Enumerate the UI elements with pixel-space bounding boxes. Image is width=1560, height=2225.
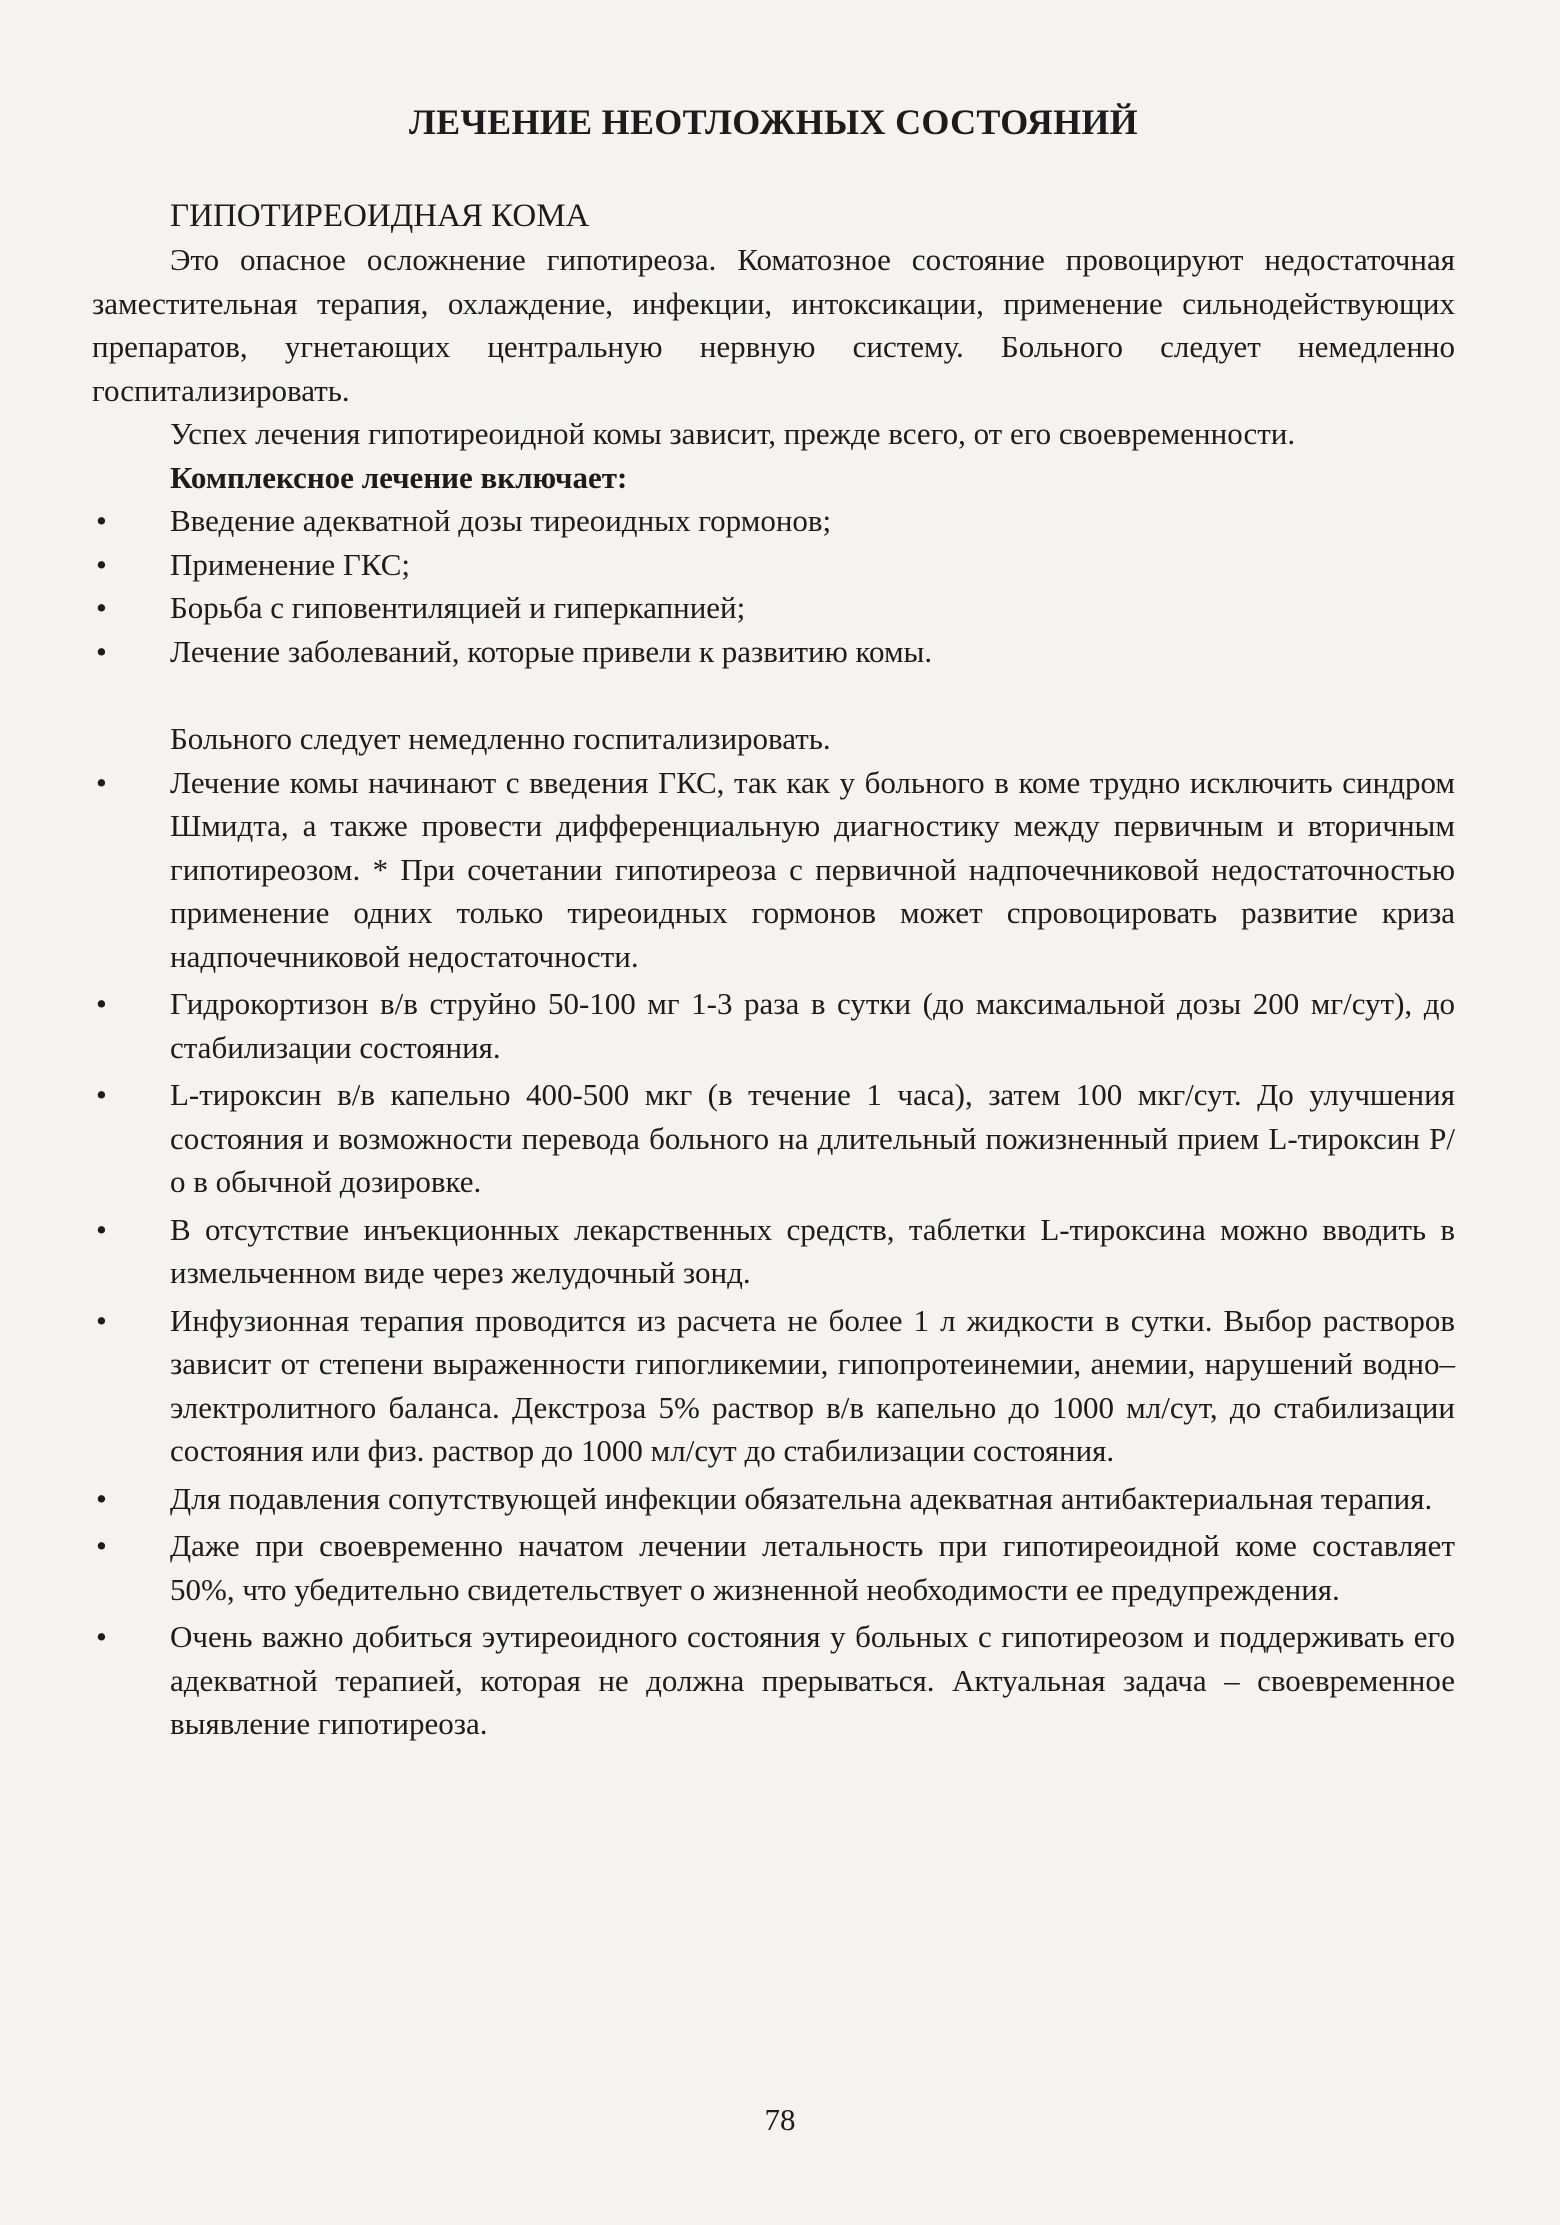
list-item [92, 1524, 1455, 1611]
list-item [92, 1615, 1455, 1746]
page-number: 78 [764, 2102, 796, 2137]
list-item [92, 1477, 1455, 1521]
bullet-icon: • [96, 1528, 107, 1563]
list-item-text: Гидрокортизон в/в струйно 50-100 мг 1-3 раза в сутки (до максимальной дозы 200 мг/сут), до стабилизации состояния. [170, 986, 1455, 1065]
bullet-icon: • [96, 590, 107, 625]
list-item [92, 586, 1455, 630]
list-item [92, 1299, 1455, 1473]
bullet-icon: • [96, 546, 107, 582]
list-item [92, 761, 1455, 979]
page-title: ЛЕЧЕНИЕ НЕОТЛОЖНЫХ СОСТОЯНИЙ [409, 102, 1138, 142]
bullet-icon: • [96, 1480, 107, 1516]
list-item-text: Применение ГКС; [170, 546, 411, 582]
list-item-text: Борьба с гиповентиляцией и гиперкапнией; [170, 590, 746, 625]
list-item [92, 982, 1455, 1069]
list-item-text: Очень важно добиться эутиреоидного состояния у больных с гипотиреозом и поддерживать его адекватной терапией, которая не должна прерываться. Актуальная задача – своевременное выявление гипотиреоза. [170, 1619, 1455, 1741]
list-item-text: Инфузионная терапия проводится из расчета не более 1 л жидкости в сутки. Выбор растворов зависит от степени выраженности гипогликемии, гипопротеинемии, анемии, нарушений водно–электролитного баланса. Декстроза 5% раствор в/в капельно до 1000 мл/сут, до стабилизации состояния или физ. раствор до 1000 мл/сут до стабилизации состояния. [170, 1302, 1455, 1468]
bullet-icon: • [96, 1077, 107, 1112]
complex-treatment-list [92, 499, 1455, 673]
bullet-icon: • [96, 503, 107, 538]
section-title: ГИПОТИРЕОИДНАЯ КОМА [170, 198, 590, 234]
list-item-text: Введение адекватной дозы тиреоидных гормонов; [170, 503, 832, 538]
treatment-list [92, 761, 1455, 1746]
list-item [92, 499, 1455, 543]
list-item-text: L-тироксин в/в капельно 400-500 мкг (в течение 1 часа), затем 100 мкг/сут. До улучшения состояния и возможности перевода больного на длительный пожизненный прием L-тироксин Р/о в обычной дозировке. [170, 1077, 1455, 1199]
list-item-text: Даже при своевременно начатом лечении летальность при гипотиреоидной коме составляет 50%, что убедительно свидетельствует о жизненной необходимости ее предупреждения. [170, 1528, 1455, 1607]
bullet-icon: • [96, 633, 107, 669]
list-item [92, 1208, 1455, 1295]
list-item-text: Лечение заболеваний, которые привели к развитию комы. [170, 633, 933, 669]
intro-paragraph: Это опасное осложнение гипотиреоза. Коматозное состояние провоцируют недостаточная заместительная терапия, охлаждение, инфекции, интоксикации, применение сильнодействующих препаратов, угнетающих центральную нервную систему. Больного следует немедленно госпитализировать. [92, 242, 1455, 408]
bullet-icon: • [96, 1302, 107, 1338]
bullet-icon: • [96, 986, 107, 1021]
complex-treatment-heading: Комплексное лечение включает: [170, 459, 628, 495]
list-item [92, 1073, 1455, 1204]
success-paragraph: Успех лечения гипотиреоидной комы зависит, прежде всего, от его своевременности. [170, 416, 1296, 451]
bullet-icon: • [96, 1619, 107, 1654]
list-item [92, 630, 1455, 674]
list-item-text: В отсутствие инъекционных лекарственных средств, таблетки L-тироксина можно вводить в измельченном виде через желудочный зонд. [170, 1211, 1455, 1290]
hospitalize-line: Больного следует немедленно госпитализировать. [170, 721, 831, 756]
bullet-icon: • [96, 1211, 107, 1247]
list-item-text: Лечение комы начинают с введения ГКС, так как у больного в коме трудно исключить синдром Шмидта, а также провести дифференциальную диагностику между первичным и вторичным гипотиреозом. * При сочетании гипотиреоза с первичной надпочечниковой недостаточностью применение одних только тиреоидных гормонов может спровоцировать развитие криза надпочечниковой недостаточности. [170, 764, 1455, 974]
bullet-icon: • [96, 764, 107, 800]
list-item-text: Для подавления сопутствующей инфекции обязательна адекватная антибактериальная терапия. [170, 1480, 1433, 1516]
spacer [92, 673, 1455, 717]
list-item [92, 543, 1455, 587]
